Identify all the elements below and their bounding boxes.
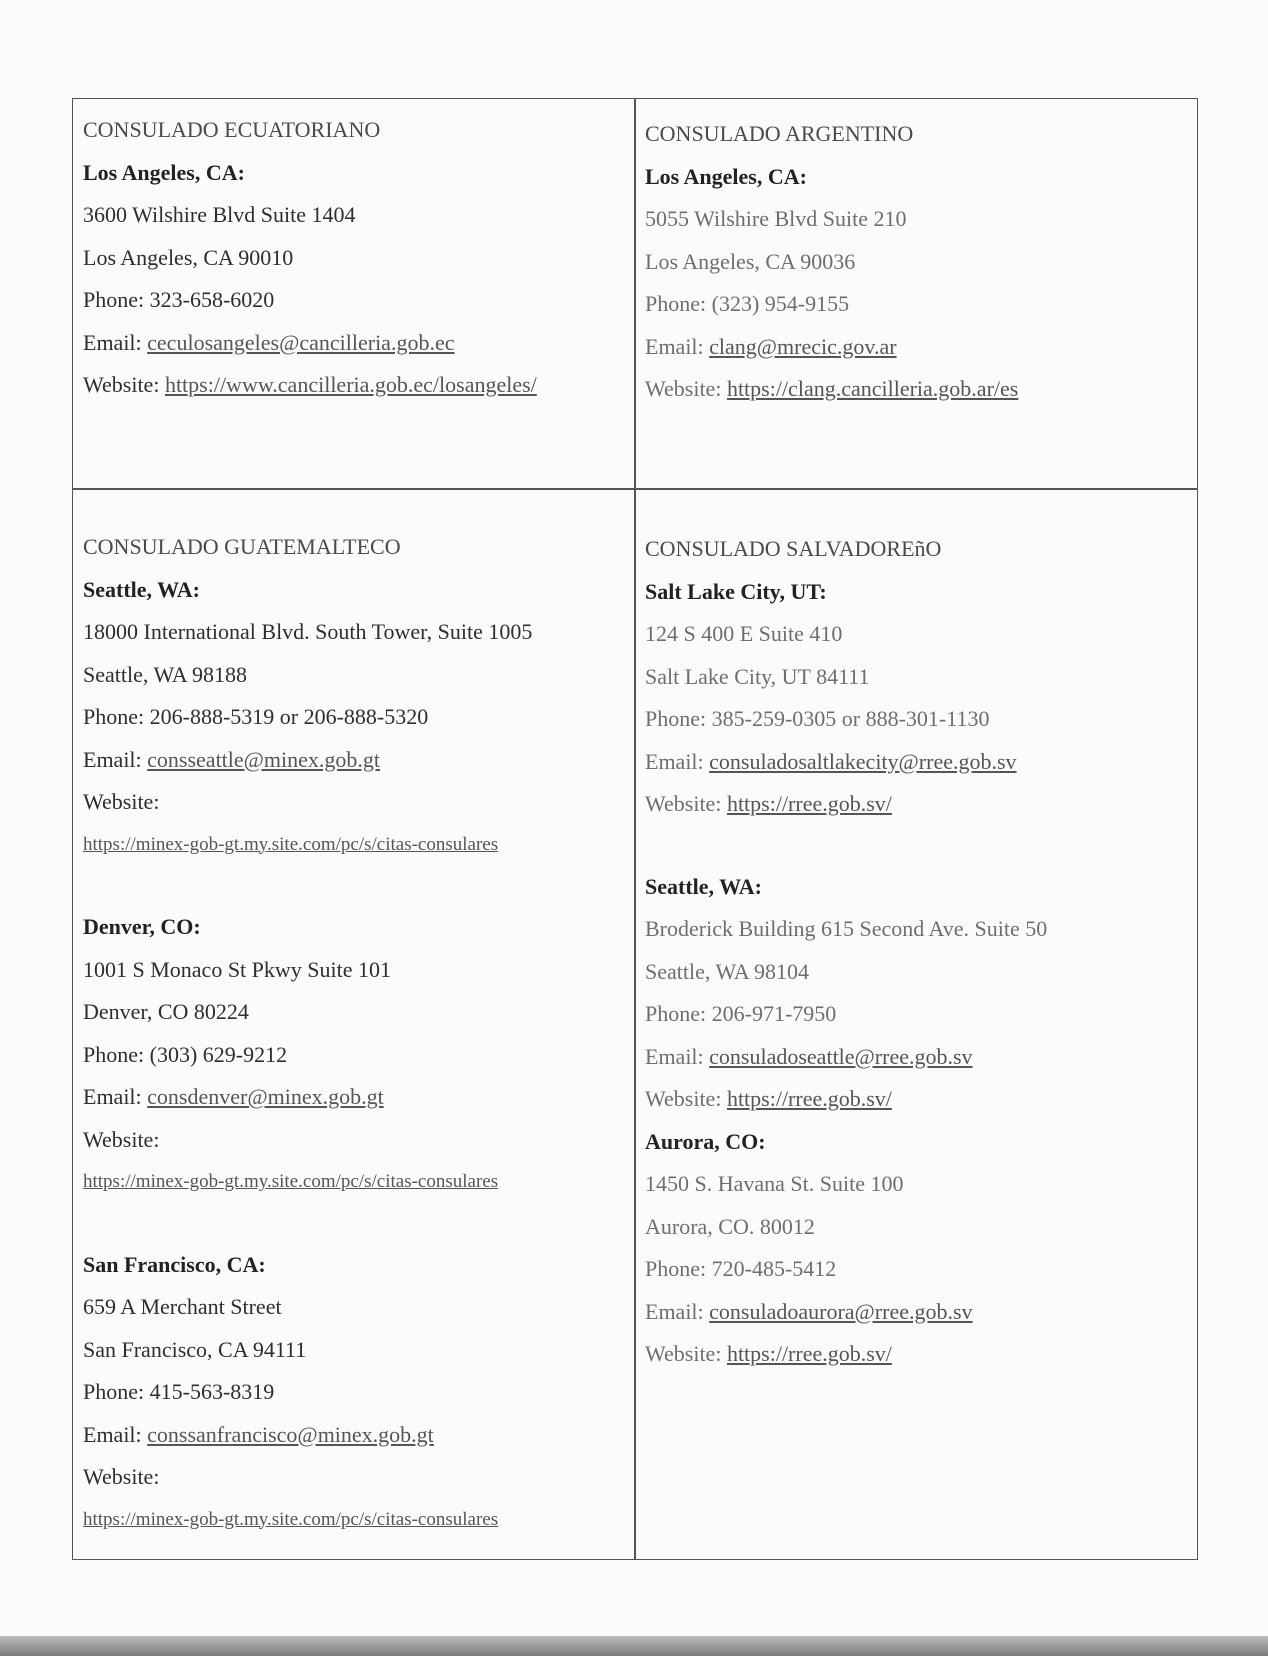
office-email-row bbox=[645, 741, 1191, 784]
office-address-line1: 3600 Wilshire Blvd Suite 1404 bbox=[83, 202, 356, 227]
consulate-title-argentina: CONSULADO ARGENTINO bbox=[645, 121, 914, 146]
consulate-table bbox=[72, 98, 1198, 1560]
office-email-link[interactable]: conssanfrancisco@minex.gob.gt bbox=[147, 1421, 434, 1447]
office-email-link[interactable]: consseattle@minex.gob.gt bbox=[147, 746, 381, 772]
email-label: Email: bbox=[645, 333, 704, 359]
cell-argentina bbox=[635, 113, 1197, 411]
office-email-row bbox=[83, 322, 628, 365]
office-email-row bbox=[645, 1291, 1191, 1334]
office-location: Los Angeles, CA: bbox=[83, 159, 245, 185]
office-email-link[interactable]: consdenver@minex.gob.gt bbox=[147, 1084, 384, 1109]
office-email-link[interactable]: ceculosangeles@cancilleria.gob.ec bbox=[147, 329, 455, 355]
office-phone: 206-888-5319 or 206-888-5320 bbox=[149, 704, 429, 729]
office-phone-row bbox=[645, 698, 1191, 741]
consulate-title-guatemala: CONSULADO GUATEMALTECO bbox=[83, 534, 401, 559]
office-address-line2: Seattle, WA 98104 bbox=[645, 958, 809, 984]
website-label: Website: bbox=[645, 791, 722, 816]
office-address-line2: Los Angeles, CA 90010 bbox=[83, 244, 294, 270]
office-website-row bbox=[645, 1333, 1191, 1376]
office-location: Los Angeles, CA: bbox=[645, 163, 807, 189]
office-address-line2: San Francisco, CA 94111 bbox=[83, 1336, 307, 1362]
phone-label: Phone: bbox=[645, 1256, 707, 1281]
scan-bottom-edge bbox=[0, 1636, 1268, 1656]
office-email-row bbox=[645, 326, 1191, 369]
office-phone: 385-259-0305 or 888-301-1130 bbox=[711, 706, 990, 731]
office-address-line1: 1001 S Monaco St Pkwy Suite 101 bbox=[83, 956, 392, 982]
phone-label: Phone: bbox=[645, 291, 707, 316]
office-address-line2: Salt Lake City, UT 84111 bbox=[645, 663, 870, 689]
office-address-line2: Seattle, WA 98188 bbox=[83, 661, 247, 687]
section-spacer bbox=[83, 1204, 628, 1244]
office-address-line1: 5055 Wilshire Blvd Suite 210 bbox=[645, 206, 907, 231]
office-email-row bbox=[645, 1036, 1191, 1079]
office-email-link[interactable]: consuladoseattle@rree.gob.sv bbox=[709, 1043, 973, 1069]
office-website-row bbox=[645, 1078, 1191, 1121]
cell-elsalvador bbox=[635, 528, 1197, 1376]
office-website-link[interactable]: https://minex-gob-gt.my.site.com/pc/s/citas-consulares bbox=[83, 1171, 499, 1192]
office-website-link[interactable]: https://www.cancilleria.gob.ec/losangeles/ bbox=[164, 372, 537, 397]
consulate-title-elsalvador: CONSULADO SALVADOREñO bbox=[645, 536, 942, 561]
office-email-row bbox=[83, 739, 628, 782]
office-address-line1: 18000 International Blvd. South Tower, Suite 1005 bbox=[83, 619, 533, 644]
phone-label: Phone: bbox=[645, 706, 707, 731]
office-phone-row bbox=[83, 1371, 628, 1414]
website-label: Website: bbox=[645, 1341, 722, 1366]
office-phone-row bbox=[83, 1034, 628, 1077]
office-address-line1: 124 S 400 E Suite 410 bbox=[645, 621, 843, 646]
cell-ecuador bbox=[73, 109, 634, 407]
office-phone: 720-485-5412 bbox=[711, 1256, 837, 1281]
office-website-link[interactable]: https://rree.gob.sv/ bbox=[726, 1341, 892, 1366]
office-address-line1: 1450 S. Havana St. Suite 100 bbox=[645, 1171, 904, 1196]
email-label: Email: bbox=[83, 329, 142, 355]
office-website-row bbox=[83, 364, 628, 407]
email-label: Email: bbox=[645, 1298, 704, 1324]
office-phone-row bbox=[83, 696, 628, 739]
office-address-line1: 659 A Merchant Street bbox=[83, 1294, 282, 1319]
office-location: Salt Lake City, UT: bbox=[645, 578, 827, 604]
office-email-link[interactable]: consuladosaltlakecity@rree.gob.sv bbox=[709, 748, 1017, 774]
phone-label: Phone: bbox=[645, 1001, 707, 1026]
email-label: Email: bbox=[83, 1084, 142, 1109]
website-label: Website: bbox=[83, 789, 160, 814]
office-address-line2: Los Angeles, CA 90036 bbox=[645, 248, 856, 274]
office-website-row bbox=[645, 783, 1191, 826]
office-email-row bbox=[83, 1076, 628, 1119]
consulate-title-ecuador: CONSULADO ECUATORIANO bbox=[83, 117, 381, 142]
office-location: San Francisco, CA: bbox=[83, 1251, 266, 1277]
office-phone-row bbox=[645, 1248, 1191, 1291]
section-spacer bbox=[83, 866, 628, 906]
office-phone: (323) 954-9155 bbox=[711, 291, 850, 316]
email-label: Email: bbox=[645, 1043, 704, 1069]
office-website-link[interactable]: https://clang.cancilleria.gob.ar/es bbox=[726, 376, 1019, 401]
office-phone-row bbox=[645, 283, 1191, 326]
office-location: Seattle, WA: bbox=[645, 873, 762, 899]
office-phone: 323-658-6020 bbox=[149, 287, 275, 312]
website-label: Website: bbox=[83, 1126, 160, 1152]
office-email-link[interactable]: clang@mrecic.gov.ar bbox=[709, 333, 897, 359]
email-label: Email: bbox=[83, 1421, 142, 1447]
website-label: Website: bbox=[645, 1086, 722, 1111]
phone-label: Phone: bbox=[83, 1379, 145, 1404]
website-label: Website: bbox=[83, 372, 160, 397]
office-phone: 206-971-7950 bbox=[711, 1001, 837, 1026]
office-location: Aurora, CO: bbox=[645, 1128, 766, 1154]
office-email-link[interactable]: consuladoaurora@rree.gob.sv bbox=[709, 1298, 973, 1324]
office-website-row bbox=[645, 368, 1191, 411]
website-label: Website: bbox=[645, 376, 722, 401]
office-phone-row bbox=[645, 993, 1191, 1036]
office-address-line2: Aurora, CO. 80012 bbox=[645, 1213, 815, 1239]
cell-guatemala bbox=[73, 526, 634, 1541]
email-label: Email: bbox=[83, 746, 142, 772]
office-phone-row bbox=[83, 279, 628, 322]
office-location: Denver, CO: bbox=[83, 914, 201, 939]
office-website-link[interactable]: https://minex-gob-gt.my.site.com/pc/s/citas-consulares bbox=[83, 1508, 499, 1530]
office-address-line2: Denver, CO 80224 bbox=[83, 999, 249, 1024]
office-website-link[interactable]: https://rree.gob.sv/ bbox=[726, 1086, 892, 1111]
website-label: Website: bbox=[83, 1464, 160, 1489]
office-website-link[interactable]: https://minex-gob-gt.my.site.com/pc/s/citas-consulares bbox=[83, 833, 499, 855]
phone-label: Phone: bbox=[83, 704, 145, 729]
phone-label: Phone: bbox=[83, 1041, 145, 1067]
office-address-line1: Broderick Building 615 Second Ave. Suite 50 bbox=[645, 916, 1048, 941]
email-label: Email: bbox=[645, 748, 704, 774]
phone-label: Phone: bbox=[83, 287, 145, 312]
office-website-link[interactable]: https://rree.gob.sv/ bbox=[726, 791, 892, 816]
row-divider bbox=[73, 488, 1197, 490]
office-email-row bbox=[83, 1414, 628, 1457]
office-location: Seattle, WA: bbox=[83, 576, 200, 602]
office-phone: (303) 629-9212 bbox=[149, 1041, 288, 1067]
office-phone: 415-563-8319 bbox=[149, 1379, 275, 1404]
section-spacer bbox=[645, 826, 1191, 866]
